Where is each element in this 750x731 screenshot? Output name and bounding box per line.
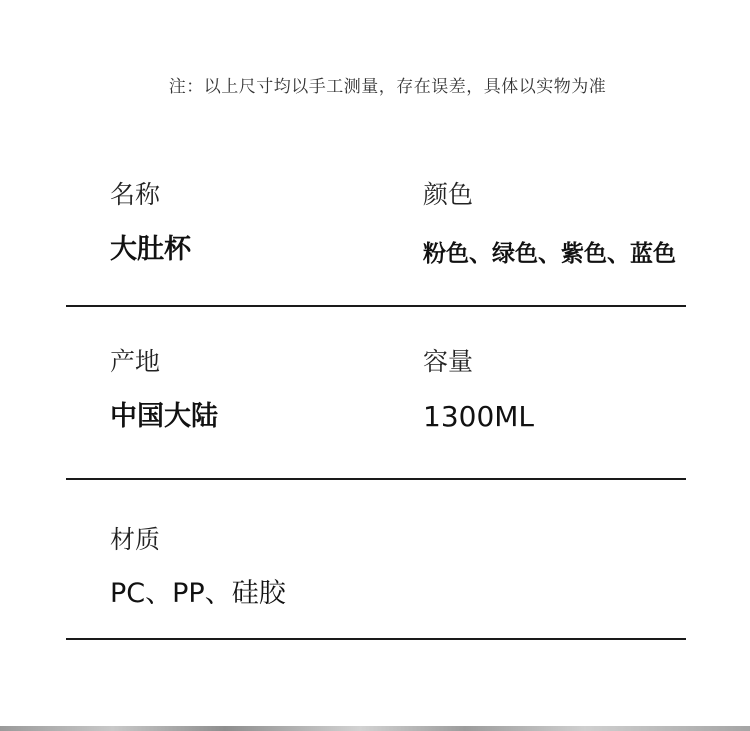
spec-capacity-label: 容量	[423, 347, 474, 376]
spec-capacity-value: 1300ML	[423, 400, 535, 433]
spec-origin-value-cell	[110, 400, 218, 434]
spec-color-value: 粉色、绿色、紫色、蓝色	[423, 241, 676, 267]
spec-color	[423, 180, 473, 210]
bottom-edge-strip	[0, 726, 750, 731]
row-divider	[66, 638, 686, 640]
spec-origin	[110, 347, 160, 377]
spec-origin-label: 产地	[110, 347, 161, 376]
spec-name-value: 大肚杯	[110, 234, 191, 265]
spec-name-value-cell	[110, 233, 191, 267]
spec-color-label: 颜色	[423, 180, 474, 209]
row-divider	[66, 305, 686, 307]
spec-material-value: PC、PP、硅胶	[110, 578, 286, 609]
spec-capacity-value-cell	[423, 400, 534, 434]
spec-origin-value: 中国大陆	[110, 401, 218, 432]
spec-capacity	[423, 347, 473, 377]
spec-material-label: 材质	[110, 525, 161, 554]
spec-name-label: 名称	[110, 180, 161, 209]
spec-color-value-cell	[423, 237, 676, 271]
spec-name	[110, 180, 160, 210]
measurement-note: 注：以上尺寸均以手工测量，存在误差，具体以实物为准	[168, 77, 607, 97]
spec-material	[110, 525, 160, 555]
row-divider	[66, 478, 686, 480]
spec-material-value-cell	[110, 577, 286, 611]
